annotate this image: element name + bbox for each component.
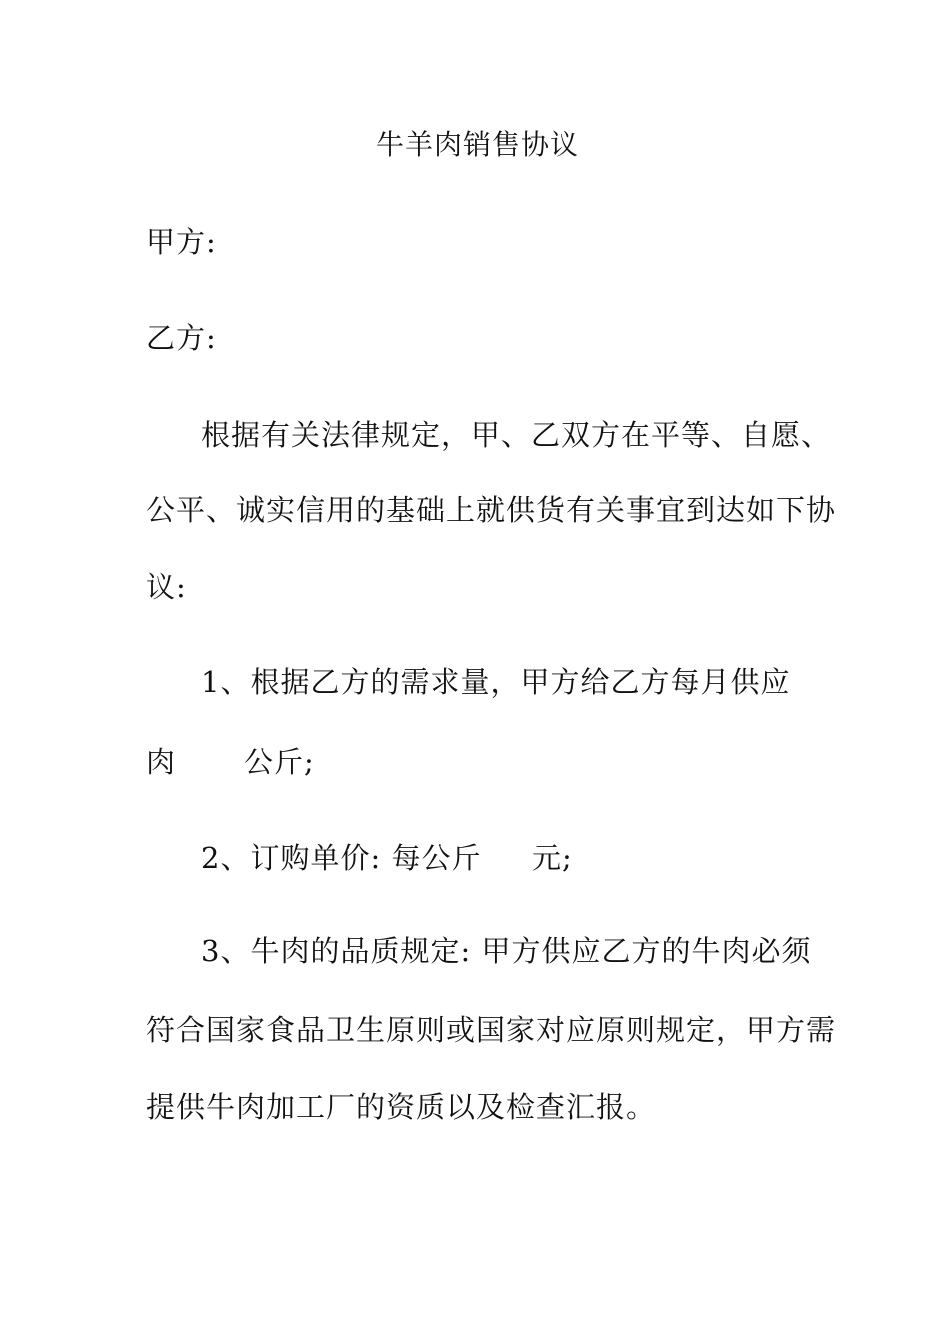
clause-1-line-1: 1、根据乙方的需求量，甲方给乙方每月供应 [201, 665, 791, 699]
intro-line-2: 公平、诚实信用的基础上就供货有关事宜到达如下协 [146, 493, 837, 527]
clause-3-line-3: 提供牛肉加工厂的资质以及检查汇报。 [146, 1090, 657, 1124]
clause-1-line-2-end: 公斤; [244, 745, 315, 779]
document-title: 牛羊肉销售协议 [376, 128, 580, 161]
intro-line-1: 根据有关法律规定，甲、乙双方在平等、自愿、 [201, 418, 832, 452]
party-b-label: 乙方: [146, 321, 217, 355]
party-a-label: 甲方: [146, 225, 217, 259]
clause-1-line-2-start: 肉 [146, 745, 177, 779]
clause-3-line-2: 符合国家食品卫生原则或国家对应原则规定，甲方需 [146, 1013, 837, 1047]
clause-2-start: 2、订购单价: 每公斤 [201, 841, 482, 875]
clause-3-line-1: 3、牛肉的品质规定: 甲方供应乙方的牛肉必须 [201, 934, 812, 968]
intro-line-3: 议: [146, 570, 187, 604]
clause-2-end: 元; [532, 841, 573, 875]
